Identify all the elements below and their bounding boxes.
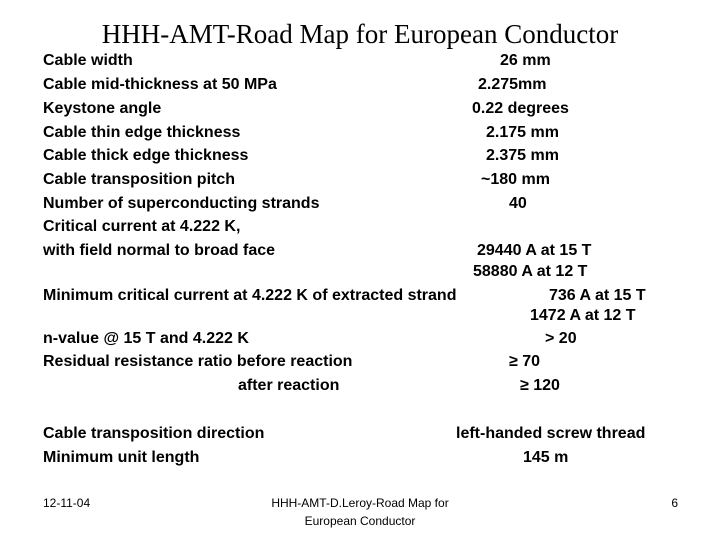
thick-edge-label: Cable thick edge thickness (43, 147, 249, 164)
unit-length-value: 145 m (523, 449, 569, 466)
cable-width-value: 26 mm (500, 52, 551, 69)
strands-label: Number of superconducting strands (43, 195, 320, 212)
footer-page-number: 6 (671, 496, 678, 510)
critical-current-label-line1: Critical current at 4.222 K, (43, 218, 241, 235)
transposition-pitch-label: Cable transposition pitch (43, 171, 236, 188)
rrr-after-value: ≥ 120 (520, 377, 560, 394)
footer-center-line1: HHH-AMT-D.Leroy-Road Map for (271, 496, 449, 510)
transposition-direction-value: left-handed screw thread (456, 425, 646, 442)
rrr-after-label: after reaction (238, 377, 340, 394)
min-critical-current-label: Minimum critical current at 4.222 K of extracted strand (43, 287, 457, 304)
transposition-direction-label: Cable transposition direction (43, 425, 265, 442)
transposition-pitch-value: ~180 mm (481, 171, 550, 188)
keystone-angle-label: Keystone angle (43, 100, 162, 117)
footer-center-line2: European Conductor (304, 514, 416, 528)
mid-thickness-label: Cable mid-thickness at 50 MPa (43, 76, 277, 93)
min-critical-current-value-12t: 1472 A at 12 T (530, 307, 636, 324)
thick-edge-value: 2.375 mm (486, 147, 559, 164)
critical-current-value-15t: 29440 A at 15 T (477, 242, 592, 259)
strands-value: 40 (509, 195, 527, 212)
cable-width-label: Cable width (43, 52, 133, 69)
mid-thickness-value: 2.275mm (478, 76, 547, 93)
thin-edge-label: Cable thin edge thickness (43, 124, 241, 141)
keystone-angle-value: 0.22 degrees (472, 100, 569, 117)
rrr-before-label: Residual resistance ratio before reaction (43, 353, 353, 370)
critical-current-value-12t: 58880 A at 12 T (473, 263, 588, 280)
min-critical-current-value-15t: 736 A at 15 T (549, 287, 646, 304)
n-value-value: > 20 (545, 330, 577, 347)
slide-title: HHH-AMT-Road Map for European Conductor (101, 19, 619, 49)
thin-edge-value: 2.175 mm (486, 124, 559, 141)
footer-date: 12-11-04 (43, 496, 91, 510)
critical-current-label-line2: with field normal to broad face (43, 242, 276, 259)
unit-length-label: Minimum unit length (43, 449, 200, 466)
rrr-before-value: ≥ 70 (509, 353, 541, 370)
n-value-label: n-value @ 15 T and 4.222 K (43, 330, 249, 347)
